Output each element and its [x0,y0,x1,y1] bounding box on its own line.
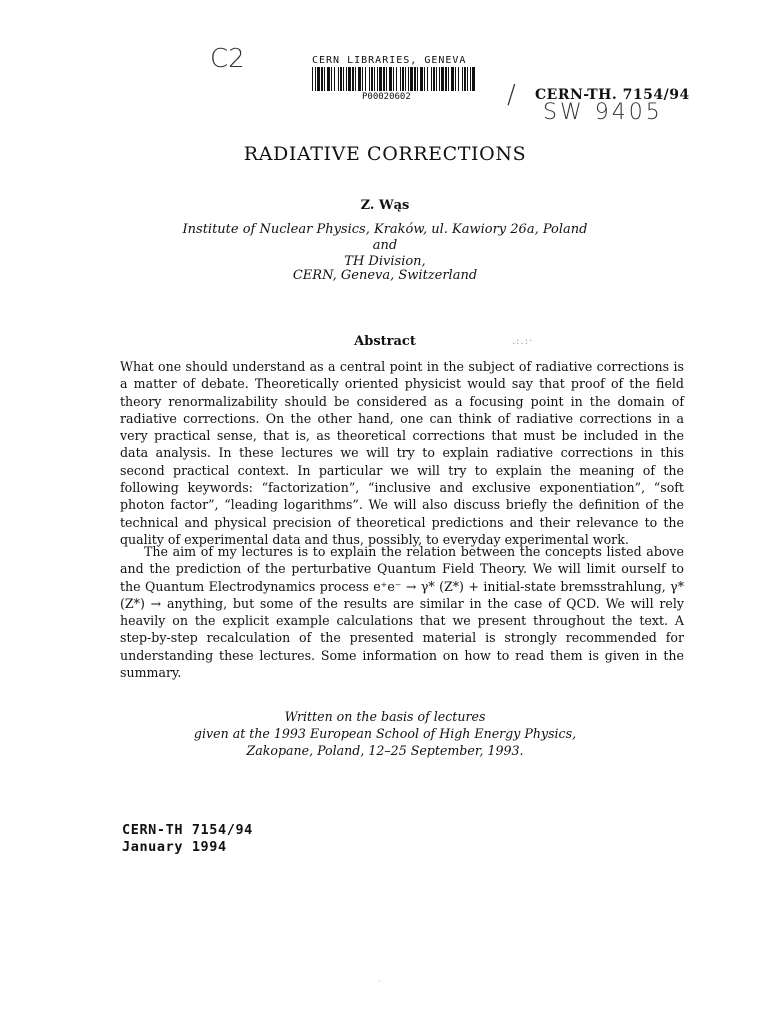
affiliation-line: and [372,238,398,253]
barcode-bar [321,67,323,91]
handwritten-sw-number: SW 9405 [543,100,663,125]
lecture-note-line: Written on the basis of lectures [284,709,486,724]
barcode-bar [467,67,468,91]
lecture-note-line: Zakopane, Poland, 12–25 September, 1993. [246,743,524,758]
barcode-bar [362,67,363,91]
barcode-bar [355,67,356,91]
barcode-bar [374,67,375,91]
barcode-bar [338,67,339,91]
barcode-bar [462,67,463,91]
handwritten-slash: / [507,80,516,110]
abstract-heading: Abstract [354,334,416,349]
scan-speckles: .:.:· [512,336,534,347]
barcode-bar [317,67,320,91]
barcode-bar [352,67,354,91]
affiliation-line: CERN, Geneva, Switzerland [292,268,478,283]
barcode-label: CERN LIBRARIES, GENEVA [312,55,467,66]
lecture-note-line: given at the 1993 European School of High Energy Physics, [193,726,577,741]
barcode-bar [458,67,459,91]
barcode-bar [451,67,454,91]
barcode-bar [408,67,409,91]
barcode-bar [455,67,456,91]
barcode-bar [464,67,466,91]
barcode-bar [389,67,392,91]
barcode-bar [431,67,432,91]
author-name: Z. Wąs [360,198,410,213]
barcode-bar [420,67,423,91]
barcode-bar [386,67,387,91]
barcode-bar [365,67,366,91]
barcode-bar [312,67,313,91]
affiliation-line: TH Division, [344,254,426,269]
barcode-bar [424,67,425,91]
barcode-bar [348,67,351,91]
barcode-bar [371,67,373,91]
barcode-bar [441,67,444,91]
barcode-bar [393,67,394,91]
paper-title: RADIATIVE CORRECTIONS [243,143,527,165]
barcode [312,67,478,91]
barcode-bar [439,67,440,91]
barcode-bar [433,67,435,91]
barcode-bar [436,67,437,91]
barcode-bar [445,67,447,91]
handwritten-note-c2: C2 [210,44,245,74]
barcode-bar [470,67,471,91]
scan-dot: · [378,977,381,986]
barcode-bar [369,67,370,91]
report-number: CERN-TH. 7154/94 [535,87,690,103]
barcode-bar [346,67,347,91]
footer-report-number: CERN-TH 7154/94 [122,822,253,838]
barcode-bar [410,67,413,91]
abstract-paragraph: What one should understand as a central point in the subject of radiative corrections is a matter of debate. Theoretically oriented physicist would say that proof of the field theory renormalizability should be considered as a focusing point in the domain of radiative corrections. On the other hand, one can think of radiative corrections in a very practical sense, that is, as theoretical corrections that must be included in the data analysis. In these lectures we will try to explain radiative corrections in this second practical context. In particular we will try to explain the meaning of the following keywords: “factorization”, “inclusive and exclusive exponentiation”, “soft photon factor”, “leading logarithms”. We will also discuss briefly the definition of the technical and physical precision of theoretical predictions and their relevance to the quality of experimental data and thus, possibly, to everyday experimental work. [120,359,684,547]
abstract-paragraph: The aim of my lectures is to explain the relation between the concepts listed above and the prediction of the perturbative Quantum Field Theory. We will limit ourself to the Quantum Electrodynamics process e⁺e⁻ → γ* (Z*) + initial-state bremsstrahlung, γ* (Z*) → anything, but some of the results are similar in the case of QCD. We will rely heavily on the explicit example calculations that we present throughout the text. A step-by-step recalculation of the presented material is strongly recommended for understanding these lectures. Some information on how to read them is given in the summary. [120,544,684,681]
barcode-bar [327,67,330,91]
barcode-bar [427,67,428,91]
barcode-bar [417,67,418,91]
barcode-bar [400,67,401,91]
barcode-bar [396,67,397,91]
barcode-bar [315,67,316,91]
barcode-bar [331,67,332,91]
barcode-bar [343,67,344,91]
barcode-bar [405,67,406,91]
barcode-bar [377,67,378,91]
barcode-bar [379,67,382,91]
barcode-bar [340,67,342,91]
barcode-bar [358,67,361,91]
barcode-bar [383,67,385,91]
barcode-bar [414,67,416,91]
barcode-bar [402,67,404,91]
barcode-bar [334,67,335,91]
barcode-bar [472,67,475,91]
affiliation-line: Institute of Nuclear Physics, Kraków, ul. Kawiory 26a, Poland [182,222,588,237]
barcode-number: P00020602 [362,92,411,102]
barcode-bar [324,67,325,91]
barcode-bar [448,67,449,91]
footer-date: January 1994 [122,839,227,855]
